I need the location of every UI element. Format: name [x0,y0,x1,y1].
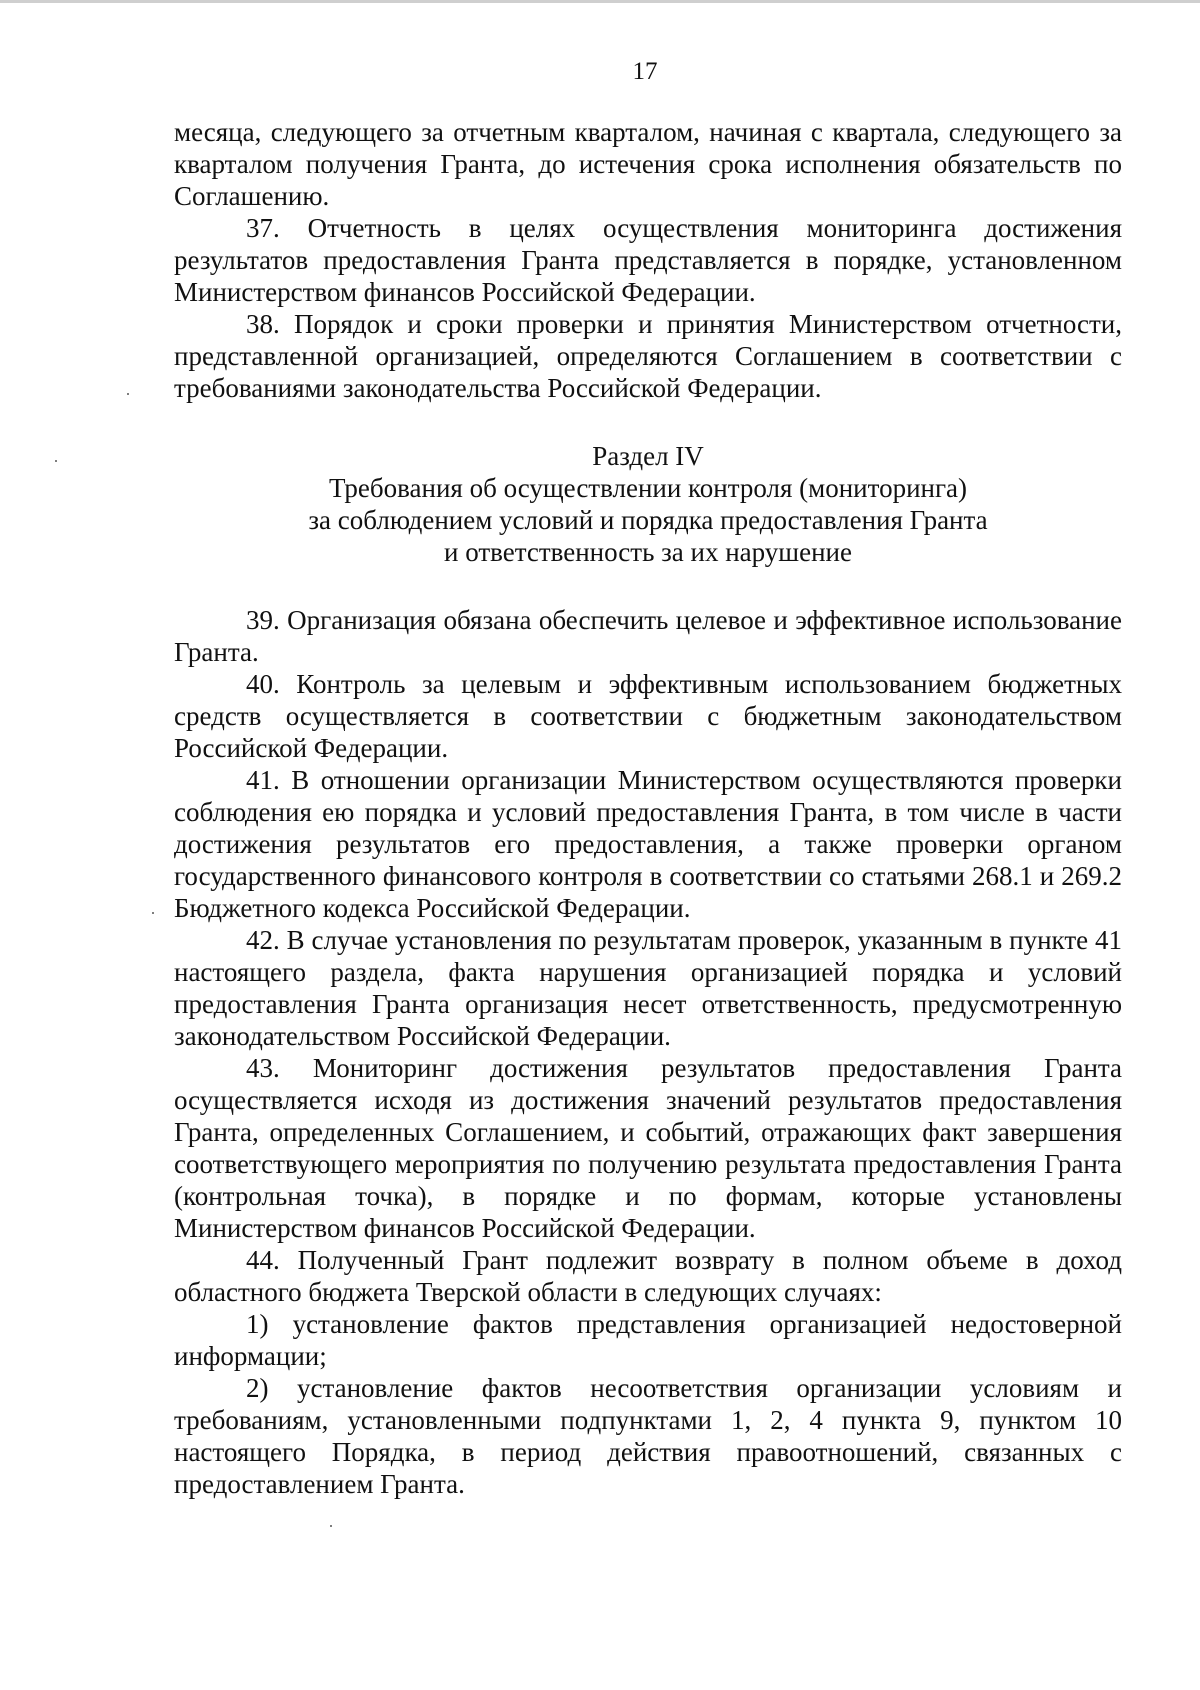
paragraph-44-item-2: 2) установление фактов несоответствия организации условиям и требованиям, установленными подпунктами 1, 2, 4 пункта 9, пунктом 10 настоящего Порядка, в период действия правоотношений, связанных с предоставлением Гранта. [174,1373,1122,1499]
paragraph-40: 40. Контроль за целевым и эффективным использованием бюджетных средств осуществляется в соответствии с бюджетным законодательством Российской Федерации. [174,669,1122,763]
paragraph-38: 38. Порядок и сроки проверки и принятия Министерством отчетности, представленной организацией, определяются Соглашением в соответствии с требованиями законодательства Российской Федерации. [174,309,1122,403]
paragraph-42: 42. В случае установления по результатам проверок, указанным в пункте 41 настоящего раздела, факта нарушения организацией порядка и условий предоставления Гранта организация несет ответственность, предусмотренную законодательством Российской Федерации. [174,925,1122,1051]
page-top-edge [0,0,1200,3]
paragraph-36-continuation: месяца, следующего за отчетным кварталом, начиная с квартала, следующего за кварталом получения Гранта, до истечения срока исполнения обязательств по Соглашению. [174,117,1122,211]
paragraph-41: 41. В отношении организации Министерством осуществляются проверки соблюдения ею порядка и условий предоставления Гранта, в том числе в части достижения результатов его предоставления, а также проверки органом государственного финансового контроля в соответствии со статьями 268.1 и 269.2 Бюджетного кодекса Российской Федерации. [174,765,1122,923]
paragraph-44: 44. Полученный Грант подлежит возврату в полном объеме в доход областного бюджета Тверской области в следующих случаях: [174,1245,1122,1307]
paragraph-44-item-1: 1) установление фактов представления организацией недостоверной информации; [174,1309,1122,1371]
scan-speck [152,912,154,914]
page-number: 17 [632,58,658,85]
scan-speck [330,1525,332,1527]
section-number: Раздел IV [592,441,704,471]
paragraph-37: 37. Отчетность в целях осуществления мониторинга достижения результатов предоставления Гранта представляется в порядке, установленном Министерством финансов Российской Федерации. [174,213,1122,307]
paragraph-43: 43. Мониторинг достижения результатов предоставления Гранта осуществляется исходя из достижения значений результатов предоставления Гранта, определенных Соглашением, и событий, отражающих факт завершения соответствующего мероприятия по получению результата предоставления Гранта (контрольная точка), в порядке и по формам, которые установлены Министерством финансов Российской Федерации. [174,1053,1122,1243]
section-heading [174,440,1122,568]
document-body [174,116,1122,1500]
section-title-line-2: за соблюдением условий и порядка предоставления Гранта [308,505,988,535]
section-title-line-3: и ответственность за их нарушение [444,537,852,567]
scan-speck [127,393,129,395]
paragraph-39: 39. Организация обязана обеспечить целевое и эффективное использование Гранта. [174,605,1122,667]
scan-speck [55,460,57,462]
section-title-line-1: Требования об осуществлении контроля (мониторинга) [328,473,968,503]
